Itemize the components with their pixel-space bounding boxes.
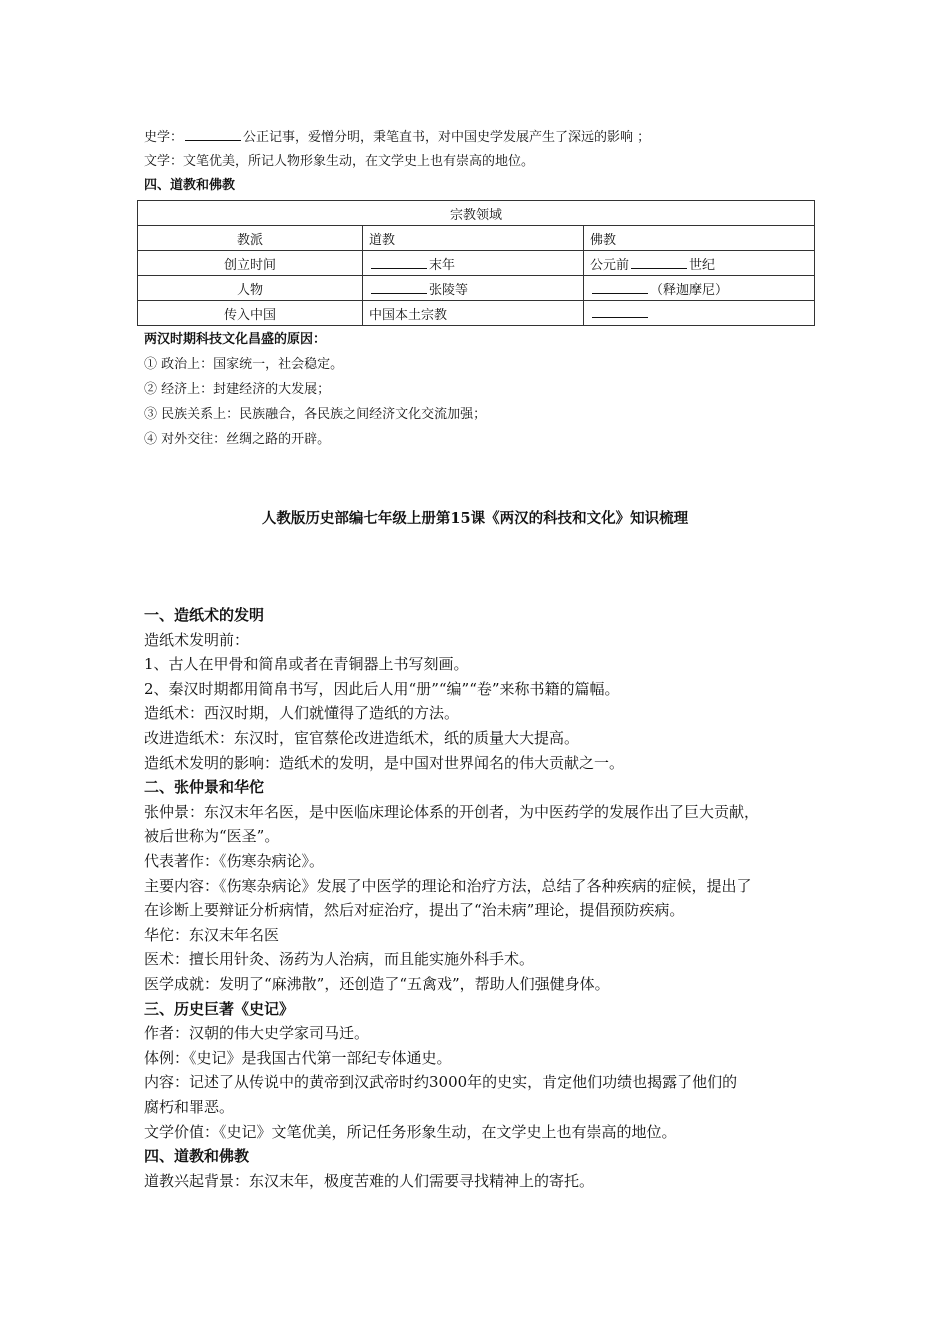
fill-blank [185,128,241,141]
text-line: 造纸术：西汉时期，人们就懂得了造纸的方法。 [144,704,460,723]
text-line: 2、秦汉时期都用简帛书写，因此后人用“册”“编”“卷”来称书籍的篇幅。 [144,679,620,698]
cell-text: （释迦摩尼） [650,282,729,298]
text-line: 道教兴起背景：东汉末年，极度苦难的人们需要寻找精神上的寄托。 [144,1171,595,1190]
table-row [138,301,815,326]
fill-blank [631,256,687,269]
table-cell: 中国本土宗教 [363,301,584,326]
text-line: 文学价值：《史记》文笔优美，所记任务形象生动，在文学史上也有崇高的地位。 [144,1122,677,1141]
document-title: 人教版历史部编七年级上册第15课《两汉的科技和文化》知识梳理 [261,510,689,527]
table-row [138,201,815,226]
text-line: 在诊断上要辩证分析病情，然后对症治疗，提出了“治未病”理论，提倡预防疾病。 [144,901,685,920]
fill-blank [592,305,648,318]
fill-blank [371,281,427,294]
text-line: 医术：擅长用针灸、汤药为人治病，而且能实施外科手术。 [144,950,535,969]
table-cell [363,276,584,301]
table-cell: 创立时间 [138,251,363,276]
fill-blank [592,281,648,294]
reason-item: ② 经济上：封建经济的大发展； [144,382,331,397]
shixue-prefix: 史学： [144,130,184,145]
shixue-line [144,128,650,147]
text-line: 被后世称为“医圣”。 [144,827,280,846]
table-row [138,276,815,301]
text-line: 改进造纸术：东汉时，宦官蔡伦改进造纸术，纸的质量大大提高。 [144,729,580,747]
table-cell: 教派 [138,226,363,251]
section-heading: 四、道教和佛教 [144,1147,250,1166]
section-heading: 二、张仲景和华佗 [144,778,265,797]
table-cell: 道教 [363,226,584,251]
fill-blank [371,256,427,269]
table-cell: 人物 [138,276,363,301]
text-line: 华佗：东汉末年名医 [144,925,280,944]
section-heading-religion-top: 四、道教和佛教 [144,178,236,193]
table-cell: 佛教 [584,226,815,251]
text-line: 内容：记述了从传说中的黄帝到汉武帝时约3000年的史实，肯定他们功绩也揭露了他们的 [144,1073,738,1092]
cell-text: 末年 [429,257,456,273]
table-cell [584,251,815,276]
cell-text: 世纪 [689,257,716,273]
section-heading: 一、造纸术的发明 [144,606,265,624]
table-cell [584,276,815,301]
table-cell: 传入中国 [138,301,363,326]
text-line: 医学成就：发明了“麻沸散”，还创造了“五禽戏”，帮助人们强健身体。 [144,975,610,993]
table-header-cell: 宗教领域 [138,201,815,226]
cell-text: 公元前 [590,257,630,273]
table-row [138,251,815,276]
reason-item: ④ 对外交往：丝绸之路的开辟。 [144,432,331,447]
shixue-suffix: 公正记事，爱憎分明，秉笔直书，对中国史学发展产生了深远的影响 ； [243,130,651,145]
religion-table [137,200,815,326]
wenxue-line: 文学：文笔优美，所记人物形象生动，在文学史上也有崇高的地位。 [144,154,535,169]
section-heading: 三、历史巨著《史记》 [144,999,295,1018]
text-line: 张仲景：东汉末年名医，是中医临床理论体系的开创者，为中医药学的发展作出了巨大贡献， [144,802,760,821]
cell-text: 张陵等 [429,282,469,298]
reason-item: ③ 民族关系上：民族融合，各民族之间经济文化交流加强； [144,407,487,422]
reason-item: ① 政治上：国家统一，社会稳定。 [144,357,344,372]
text-line: 腐朽和罪恶。 [144,1098,235,1116]
text-line: 1、古人在甲骨和简帛或者在青铜器上书写刻画。 [144,655,469,674]
text-line: 代表著作：《伤寒杂病论》。 [144,852,325,870]
text-line: 造纸术发明前： [144,630,250,649]
reasons-heading: 两汉时期科技文化昌盛的原因： [144,332,327,347]
text-line: 造纸术发明的影响：造纸术的发明，是中国对世界闻名的伟大贡献之一。 [144,753,625,772]
text-line: 主要内容：《伤寒杂病论》发展了中医学的理论和治疗方法，总结了各种疾病的症候，提出了 [144,876,752,895]
text-line: 作者：汉朝的伟大史学家司马迁。 [144,1024,370,1043]
table-row [138,226,815,251]
table-cell [363,251,584,276]
table-cell [584,301,815,326]
text-line: 体例：《史记》是我国古代第一部纪专体通史。 [144,1048,452,1067]
